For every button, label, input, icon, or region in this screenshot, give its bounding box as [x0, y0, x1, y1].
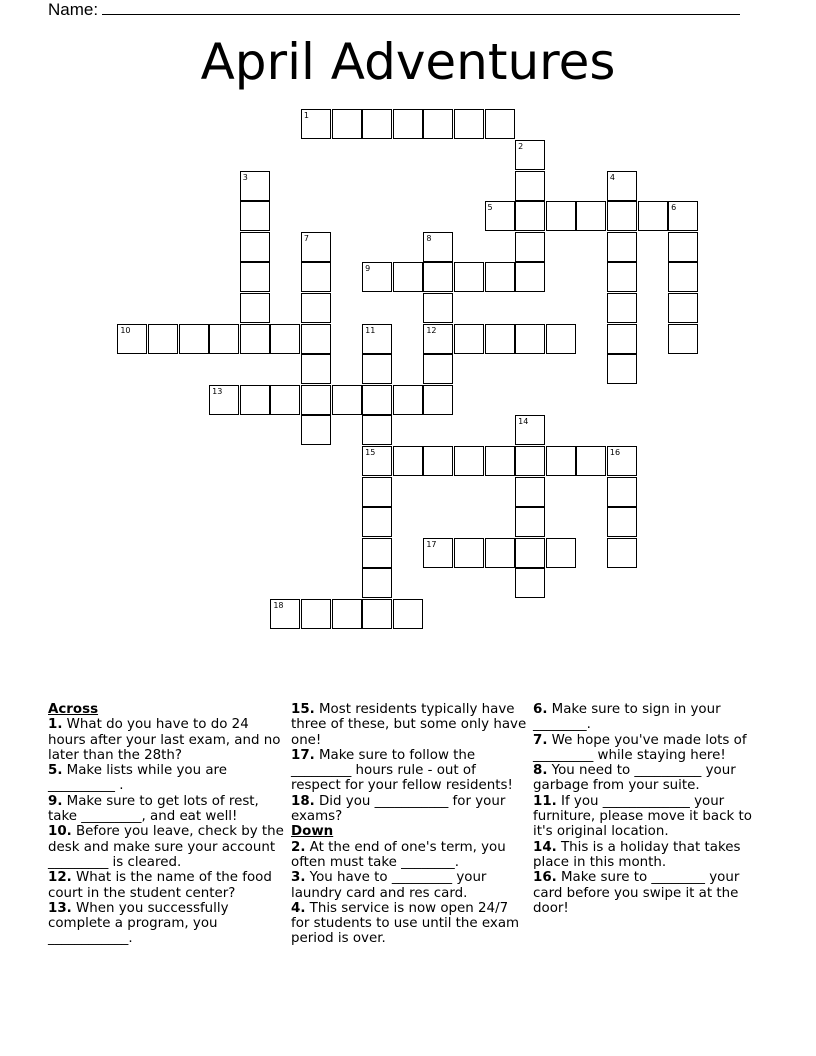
grid-cell[interactable] — [362, 385, 392, 415]
grid-cell[interactable] — [546, 324, 576, 354]
clue-text: This is a holiday that takes place in this month. — [533, 839, 741, 870]
name-label: Name: — [48, 0, 99, 19]
grid-cell[interactable] — [485, 324, 515, 354]
clue-text: You have to _________ your laundry card and res card. — [291, 870, 487, 901]
grid-cell[interactable] — [515, 171, 545, 201]
clue-text: Make lists while you are __________ . — [48, 763, 227, 794]
grid-cell[interactable] — [362, 538, 392, 568]
grid-cell[interactable] — [515, 262, 545, 292]
across-clue — [48, 717, 284, 763]
grid-cell[interactable] — [668, 232, 698, 262]
clue-text: Make sure to get lots of rest, take _________, and eat well! — [48, 793, 259, 825]
down-clue — [291, 901, 527, 947]
grid-cell[interactable] — [454, 324, 484, 354]
clue-number: 10. — [48, 824, 72, 840]
grid-cell[interactable] — [454, 446, 484, 476]
grid-cell[interactable] — [607, 477, 637, 507]
clue-number: 2. — [291, 839, 306, 855]
clue-number-label: 14 — [518, 417, 529, 427]
grid-cell[interactable] — [362, 354, 392, 384]
clue-number: 11. — [533, 793, 557, 809]
clue-number-label: 9 — [365, 264, 371, 274]
grid-cell[interactable] — [423, 538, 453, 568]
grid-cell[interactable] — [362, 599, 392, 629]
grid-cell[interactable] — [485, 538, 515, 568]
grid-cell[interactable] — [362, 324, 392, 354]
grid-cell[interactable] — [270, 385, 300, 415]
grid-cell[interactable] — [423, 354, 453, 384]
grid-cell[interactable] — [515, 446, 545, 476]
clue-number-label: 2 — [518, 141, 524, 151]
grid-cell[interactable] — [515, 232, 545, 262]
grid-cell[interactable] — [301, 232, 331, 262]
grid-cell[interactable] — [362, 507, 392, 537]
grid-cell[interactable] — [240, 293, 270, 323]
clue-number-label: 1 — [303, 111, 309, 121]
grid-cell[interactable] — [393, 446, 423, 476]
grid-cell[interactable] — [362, 262, 392, 292]
grid-cell[interactable] — [362, 415, 392, 445]
clue-number-label: 10 — [120, 325, 131, 335]
clue-text: If you _____________ your furniture, please move it back to it's original location. — [533, 793, 752, 840]
clue-number-label: 6 — [671, 203, 677, 213]
grid-cell[interactable] — [301, 109, 331, 139]
down-clue — [291, 870, 527, 901]
grid-cell[interactable] — [301, 599, 331, 629]
grid-cell[interactable] — [362, 446, 392, 476]
clue-number-label: 18 — [273, 600, 284, 610]
grid-cell[interactable] — [301, 354, 331, 384]
grid-cell[interactable] — [515, 415, 545, 445]
across-clue — [291, 794, 527, 825]
down-clue — [533, 763, 769, 794]
across-clue — [48, 870, 284, 901]
clue-text: At the end of one's term, you often must take ________. — [291, 839, 506, 870]
grid-cell[interactable] — [515, 140, 545, 170]
grid-cell[interactable] — [546, 446, 576, 476]
grid-cell[interactable] — [454, 109, 484, 139]
grid-cell[interactable] — [393, 385, 423, 415]
clue-number: 14. — [533, 839, 557, 855]
grid-cell[interactable] — [515, 507, 545, 537]
clue-number-label: 7 — [303, 233, 309, 243]
grid-cell[interactable] — [423, 293, 453, 323]
grid-cell[interactable] — [607, 201, 637, 231]
grid-cell[interactable] — [148, 324, 178, 354]
clue-number: 13. — [48, 900, 72, 916]
grid-cell[interactable] — [576, 201, 606, 231]
clue-number-label: 12 — [426, 325, 437, 335]
grid-cell[interactable] — [423, 109, 453, 139]
clue-number-label: 13 — [212, 386, 223, 396]
across-heading: Across — [48, 702, 99, 717]
clue-number-label: 15 — [365, 447, 376, 457]
grid-cell[interactable] — [454, 262, 484, 292]
grid-cell[interactable] — [607, 232, 637, 262]
clue-number: 16. — [533, 870, 557, 886]
grid-cell[interactable] — [607, 354, 637, 384]
across-clue — [48, 794, 284, 825]
clue-number: 3. — [291, 870, 306, 886]
grid-cell[interactable] — [301, 262, 331, 292]
across-clue — [48, 901, 284, 947]
grid-cell[interactable] — [607, 262, 637, 292]
grid-cell[interactable] — [301, 324, 331, 354]
clue-number-label: 16 — [609, 447, 621, 457]
clue-text: Before you leave, check by the desk and make sure your account _________ is cleared. — [48, 824, 284, 870]
clue-text: We hope you've made lots of _________ while staying here! — [533, 732, 747, 763]
clue-text: Make sure to follow the _________ hours rule - out of respect for your fellow residents! — [291, 747, 513, 794]
grid-cell[interactable] — [423, 446, 453, 476]
down-clue — [291, 840, 527, 871]
grid-cell[interactable] — [485, 109, 515, 139]
clue-number: 7. — [533, 732, 548, 748]
clue-number-label: 17 — [426, 539, 437, 549]
clue-column-2 — [291, 702, 527, 947]
clue-number: 1. — [48, 717, 63, 733]
grid-cell[interactable] — [270, 324, 300, 354]
across-clue — [291, 702, 527, 748]
clue-number: 17. — [291, 747, 315, 763]
grid-cell[interactable] — [240, 324, 270, 354]
grid-cell[interactable] — [240, 232, 270, 262]
grid-cell[interactable] — [270, 599, 300, 629]
grid-cell[interactable] — [240, 385, 270, 415]
grid-cell[interactable] — [515, 324, 545, 354]
grid-cell[interactable] — [515, 201, 545, 231]
clue-text: Make sure to ________ your card before you swipe it at the door! — [533, 870, 740, 916]
grid-cell[interactable] — [362, 477, 392, 507]
page-title: April Adventures — [200, 33, 616, 91]
grid-cell[interactable] — [607, 538, 637, 568]
grid-cell[interactable] — [332, 385, 362, 415]
down-clue — [533, 733, 769, 764]
grid-cell[interactable] — [668, 293, 698, 323]
grid-cell[interactable] — [668, 324, 698, 354]
clue-number-label: 4 — [609, 172, 615, 182]
grid-cell[interactable] — [576, 446, 606, 476]
clue-number: 4. — [291, 900, 306, 916]
grid-cell[interactable] — [607, 324, 637, 354]
grid-cell[interactable] — [485, 446, 515, 476]
grid-cell[interactable] — [515, 568, 545, 598]
grid-cell[interactable] — [209, 324, 239, 354]
grid-cell[interactable] — [362, 568, 392, 598]
clue-number: 12. — [48, 870, 72, 886]
across-clue — [48, 824, 284, 870]
grid-cell[interactable] — [393, 599, 423, 629]
grid-cell[interactable] — [423, 232, 453, 262]
clue-number: 8. — [533, 763, 548, 779]
clue-column-3 — [533, 702, 769, 916]
clue-number: 15. — [291, 702, 315, 717]
grid-cell[interactable] — [485, 262, 515, 292]
clue-text: What is the name of the food court in the student center? — [48, 870, 272, 901]
grid-cell[interactable] — [607, 446, 637, 476]
clue-number-label: 5 — [487, 203, 493, 213]
grid-cell[interactable] — [362, 109, 392, 139]
clue-number-label: 11 — [365, 325, 376, 335]
across-clue — [48, 763, 284, 794]
grid-cell[interactable] — [607, 293, 637, 323]
clue-text: This service is now open 24/7 for students to use until the exam period is over. — [291, 900, 520, 947]
grid-cell[interactable] — [209, 385, 239, 415]
grid-cell[interactable] — [546, 538, 576, 568]
grid-cell[interactable] — [240, 171, 270, 201]
clue-number: 5. — [48, 763, 63, 779]
grid-cell[interactable] — [332, 109, 362, 139]
clue-text: Most residents typically have three of these, but some only have one! — [291, 702, 527, 748]
down-clue — [533, 702, 769, 733]
grid-cell[interactable] — [301, 385, 331, 415]
grid-cell[interactable] — [546, 201, 576, 231]
grid-cell[interactable] — [515, 477, 545, 507]
clue-column-1 — [48, 702, 284, 947]
clue-text: Make sure to sign in your ________. — [533, 702, 721, 733]
clue-number: 9. — [48, 793, 63, 809]
grid-cell[interactable] — [515, 538, 545, 568]
grid-cell[interactable] — [179, 324, 209, 354]
clue-text: When you successfully complete a program, you ____________. — [48, 900, 229, 947]
grid-cell[interactable] — [668, 262, 698, 292]
clue-text: What do you have to do 24 hours after your last exam, and no later than the 28th? — [48, 717, 281, 763]
clue-number-label: 8 — [426, 233, 432, 243]
clue-number: 18. — [291, 793, 315, 809]
grid-cell[interactable] — [117, 324, 147, 354]
grid-cell[interactable] — [607, 171, 637, 201]
clue-number: 6. — [533, 702, 548, 717]
grid-cell[interactable] — [332, 599, 362, 629]
clue-text: Did you ___________ for your exams? — [291, 793, 506, 825]
grid-cell[interactable] — [240, 201, 270, 231]
grid-cell[interactable] — [607, 507, 637, 537]
grid-cell[interactable] — [423, 324, 453, 354]
grid-cell[interactable] — [240, 262, 270, 292]
grid-cell[interactable] — [423, 262, 453, 292]
down-clue — [533, 840, 769, 871]
grid-cell[interactable] — [668, 201, 698, 231]
grid-cell[interactable] — [423, 385, 453, 415]
grid-cell[interactable] — [393, 262, 423, 292]
down-clue — [533, 870, 769, 916]
grid-cell[interactable] — [485, 201, 515, 231]
grid-cell[interactable] — [301, 293, 331, 323]
down-heading: Down — [291, 824, 334, 840]
grid-cell[interactable] — [638, 201, 668, 231]
grid-cell[interactable] — [393, 109, 423, 139]
across-clue — [291, 748, 527, 794]
grid-cell[interactable] — [454, 538, 484, 568]
clue-number-label: 3 — [242, 172, 248, 182]
down-clue — [533, 794, 769, 840]
clue-text: You need to __________ your garbage from your suite. — [533, 763, 736, 794]
grid-cell[interactable] — [301, 415, 331, 445]
